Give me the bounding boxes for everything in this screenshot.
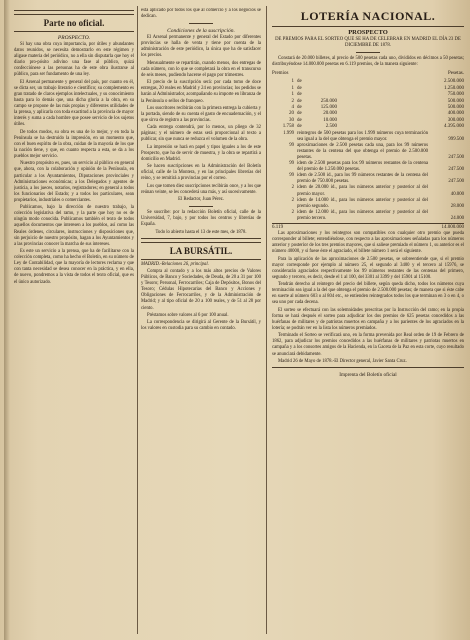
prize-de: de	[297, 92, 302, 98]
prize-de: de	[297, 105, 302, 110]
prize-de: de	[297, 79, 302, 85]
prize-total: 500.000	[447, 105, 464, 110]
condition-paragraph: El precio de la suscripción será: por cada tomo de doce entregas, 20 reales en Madrid y 24 en provincias; los pedidos se harán al Administrador, acompañando su importe en libranza de la Península o sellos de franqueo.	[141, 80, 261, 104]
approximation-total: 247.500	[448, 179, 464, 185]
prize-de: de	[297, 117, 302, 123]
heading-rule	[14, 31, 134, 32]
prize-count: 1.758	[282, 124, 294, 130]
approximation-text: idem de 14.000 id., para los números anterior y posterior al del premio segundo.	[297, 197, 428, 209]
approximation-row	[272, 161, 464, 173]
conditions-heading: Condiciones de la suscripción.	[167, 28, 235, 35]
paragraph: Si hay una obra cuya importancia, por útiles y abundantes datos reunidos, se necesita demostrarlo en este régimen y aligase materia del periódico, no a ella sin disputarla que hoy el diario pro-pósito adivino una fase al público, quizá confecciónese a las personas ha de este obra ilustrarse al público, para ser fundamento de una ley.	[14, 42, 134, 78]
bolsa-heading: LA BURSÁTIL.	[169, 245, 233, 256]
prize-amount: 125.000	[320, 105, 337, 110]
approximation-total: 247.500	[448, 167, 464, 173]
prize-count: 1	[291, 79, 294, 85]
prize-count: 4	[291, 105, 294, 110]
paragraph: esta aplicado por todos los que al comercio y a los negocios se dedican.	[141, 8, 261, 20]
approximation-row	[272, 173, 464, 185]
column-divider	[137, 6, 138, 634]
bolsa-paragraph: Préstamos sobre valores al 6 por 100 anual.	[147, 312, 229, 318]
paragraph: Nuestro propósito es, pues, un servicio al público en general que, ahora, con la colaboración y opinión de la Península, en particular a los Ayuntamientos, Diputaciones provinciales y Administraciones económicas; a los Delegados y agentes de justicia, a los jueces, notarios, registradores; en general a todos los funcionarios del Estado; y a todos los particulares, sean propietarios, industriales o comerciantes.	[14, 161, 134, 203]
footer-rule	[272, 367, 464, 368]
prize-total: 4.395.000	[444, 124, 464, 130]
condition-paragraph: Los suscritores recibirán con la primera entrega la cubierta y la portada, siendo de su cuenta el gasto de encuadernación, y el que sirva de registro a las provincias.	[141, 105, 261, 123]
lottery-intro: Constará de 20.000 billetes, al precio de 500 pesetas cada uno, divididos en décimos a 50 pesetas; distribuyéndose 14.000.000 pesetas en 6.119 premios, de la manera siguiente:	[272, 56, 464, 68]
paragraph: El Arsenal permanente y general del país, por cuanto en él, se dicta ser, un trabajo literario e científico; su complemento es gran tratado de claros ejemplos intelectuales, y su conocimiento basta para lo demás que, una dicha gloria a la obra, en su campo se propone de las más propias y diferentes utilidades de la prensa, y aplicarla con toda exactitud a la provincia de mayor interés y suma a cada hombre que posee servicio de los sujetos útiles.	[14, 79, 134, 128]
paragraph: Las aproximaciones y los reintegros son compatibles con cualquier otro premio que pueda corresponder al billete; entendiéndose, con respecto a las aproximaciones señaladas para los números anterior y posterior de los tres premios mayores, que si saliese premiado el número 1, su anterior es el número 40000, y si fuese éste el agraciado, el billete número 1 será el siguiente.	[272, 231, 464, 255]
approximation-count: 1.999	[283, 130, 294, 136]
printer-imprint: Imprenta del Boletín oficial	[339, 371, 397, 378]
total-count: 6.119	[272, 225, 284, 231]
column-divider	[266, 6, 267, 634]
column-header-pesetas: Pesetas.	[448, 71, 464, 77]
paragraph: Publicamos, bajo la dirección de nuestro trabajo, la colección legislativa del ramo, y la parte que hoy no es de ningún modo conocida. Publicamos también el texto de todos aquellos documentos que interesen a los pueblos, así como las Reales órdenes, circulares, instrucciones y disposiciones que, sin perjuicio de nuestro propósito, hagan a los Ayuntamientos y a las provincias conocer la marcha de sus intereses.	[14, 205, 134, 247]
approximation-row	[272, 143, 464, 161]
prize-total: 1.250.000	[444, 85, 464, 91]
approximation-count: 2	[291, 209, 294, 215]
approximation-count: 99	[289, 142, 294, 148]
prospectus-heading: PROSPECTO	[348, 29, 388, 36]
page-fold-shadow	[4, 0, 10, 640]
paragraph: Terminado el Sorteo se verificará uno, en la forma prevenida por Real orden de 19 de Febrero de 1862, para adjudicar los premios concedidos a las huérfanas de militares y patriotas muertos en campaña y a los consortes amigos de la Hacienda, en la Gaceta de la Paz en esta corte, cuyo resultado se anunciará debidamente.	[272, 333, 464, 357]
signature: El Redactor, Juan Pérez.	[178, 197, 224, 203]
approximation-count: 99	[289, 161, 294, 167]
section-rule	[141, 238, 261, 243]
prize-table	[272, 79, 464, 130]
approximation-count: 2	[291, 185, 294, 191]
bolsa-paragraph: Compra al contado y a los más altos precios de Valores Públicos, de Banco y Sociedades, de Deuda, de 20 a 31 por 100 y Tesoro; Personal, Ferrocarriles; Caja de Depósitos, Bonos del Tesoro; Cédulas Hipotecarias del Banco y Acciones y Obligaciones de Ferrocarriles, y de la Administración de Madrid; y al tipo oficial de 20 a 100 reales, y de 51 al 28 por ciento.	[141, 268, 261, 311]
approximation-text: idem de 2.500 id., para los 99 números restantes de la centena del premio de 750.000 pesetas.	[297, 173, 428, 185]
column-header-premios: Premios	[272, 71, 289, 77]
condition-paragraph: Cada entrega contendrá, por lo menos, un pliego de 32 páginas; y el número de estas será proporcional al texto a publicar, sin que nunca se reduzca el volumen de la obra.	[141, 125, 261, 143]
prize-total: 500.000	[447, 98, 464, 104]
paragraph: El sorteo se efectuará con las solemnidades prescritas por la Instrucción del ramo; en la propia forma se hará después el sorteo para adjudicar los dos premios de 625 pesetas concedidos a las huérfanas de militares y de patriotas muertos en campaña y a los parientes de los agraciados en la lotería; se podrán ver en la lista los números premiados.	[272, 307, 464, 331]
prize-total-row	[272, 223, 464, 231]
approximation-row	[272, 185, 464, 197]
prize-total: 750.000	[447, 92, 464, 98]
prize-amount: 2.500	[325, 124, 337, 130]
prize-de: de	[297, 124, 302, 130]
paragraph: De todos modos, su obra es una de lo mejor, y en toda la Península se ha destruido la impresión, en un momento que, con el buen espíritu de la obra, cuidan de la mayoría de los que la nación tiene, y que, en cuanto respecta a esta, se da a los pueblos mejor servicio.	[14, 129, 134, 160]
approximation-text: reintegros de 500 pesetas para los 1.999 números cuya terminación sea igual a la del que obtenga el premio mayor.	[297, 130, 428, 142]
prize-count: 1	[291, 92, 294, 98]
approximation-text: idem de 12.000 id., para los números anterior y posterior al del premio tercero.	[297, 209, 428, 221]
prize-count: 1	[291, 85, 294, 91]
column-right	[272, 8, 464, 636]
condition-paragraph: Se hacen suscripciones en la Administración del Boletín oficial, calle de la Montera, y en las principales librerías del reino, y se remitirá a provincias por el correo.	[141, 164, 261, 182]
separator	[189, 23, 213, 24]
approximation-row	[272, 131, 464, 143]
prize-count: 30	[289, 117, 294, 123]
column-left	[14, 8, 134, 636]
approximation-total: 247.500	[448, 155, 464, 160]
closing-note: Todo lo abierto hasta el 13 de este mes, de 1878.	[155, 229, 247, 235]
separator	[356, 52, 380, 53]
separator	[189, 206, 213, 207]
prize-de: de	[297, 98, 302, 104]
prospectus-heading: PROSPECTO.	[57, 35, 91, 41]
approximation-row	[272, 210, 464, 222]
prize-de: de	[297, 111, 302, 117]
heading-rule	[272, 26, 464, 27]
prize-total: 300.000	[447, 117, 464, 123]
prize-table-header	[272, 70, 464, 77]
condition-paragraph: Mensualmente se repartirán, cuando menos, dos entregas de cada número, con lo que se completará la obra en el transcurso de seis meses, pudiendo hacerse el pago por trimestres.	[141, 60, 261, 78]
prize-de: de	[297, 85, 302, 91]
dateline-signature: Madrid 26 de Mayo de 1878.-El Director general, Javier Santa Cruz.	[278, 358, 407, 364]
address: Se suscribe: por la redacción Boletín oficial, calle de la Universidad, 7, bajo, y por todos los centros y librerías de España.	[141, 210, 261, 228]
heading-rule	[14, 10, 134, 15]
prize-amount: 20.000	[323, 111, 337, 117]
approximation-table	[272, 131, 464, 222]
approximation-total: 28.000	[450, 203, 464, 209]
column-middle	[141, 8, 261, 636]
paragraph: Tendrán derecho al reintegro del precio del billete, según queda dicho, todos los números cuya terminación sea igual a la del que obtenga el premio de 2.500.000 pesetas; de manera que si éste cabe en suerte al número 603 o al 804 etc., se entienden reintegrados todos los que terminan en 3 o en 4, o sea uno por cada decena.	[272, 282, 464, 306]
total-amount: 14.000.000	[441, 225, 464, 231]
approximation-text: idem de 2.500 pesetas para los 99 números restantes de la centena del premio de 1.250.000 pesetas.	[297, 161, 428, 173]
condition-paragraph: Los que tomen diez suscripciones recibirán once, y a los que reúnan veinte, se les concederá una más, y así sucesivamente.	[141, 183, 261, 195]
paragraph: Es este un servicio a la prensa, que ha de facilitarse con la colección completa, como ha hecho el Boletín, en su número de Ley de Contabilidad, que la mayoría de lectores reclama y que con tanta necesidad se desea conocer en la práctica, y en ella, de nuevo, pondremos a la vista de todos el texto oficial, que es el único autorizado.	[14, 249, 134, 285]
approximation-text: aproximaciones de 2.500 pesetas cada una, para los 99 números restantes de la centena del que obtenga el premio de 2.500.000 pesetas.	[297, 142, 428, 160]
prize-total: 400.000	[447, 111, 464, 117]
prize-count: 20	[289, 111, 294, 117]
approximation-count: 99	[289, 173, 294, 179]
condition-paragraph: El Arsenal permanente y general del Estado por diferentes provincias se halla de venta y tiene por cuenta de la administración de este periódico, la única que ha de satisfacer los precios.	[141, 35, 261, 59]
paragraph: Para la aplicación de las aproximaciones de 2.500 pesetas, se sobreentiende que, si el premio mayor corresponde por ejemplo al número 25, el segundo al 3400 y el tercero al 15976, se considerarán agraciados respectivamente los 99 números restantes de las centenas del primero, segundo y tercero, es decir, desde el 1 al 100, del 3301 al 3399 y del 15901 al 15100.	[272, 256, 464, 280]
approximation-total: 999.500	[448, 136, 464, 142]
approximation-text: idem de 20.000 id., para los números anterior y posterior al del premio mayor.	[297, 185, 428, 197]
prize-amount: 250.000	[320, 98, 337, 104]
condition-paragraph: La impresión se hará en papel y tipos iguales a los de este Prospecto, que ha de servir de muestra, y la obra se repartirá a domicilio en Madrid.	[141, 144, 261, 162]
lottery-heading: LOTERÍA NACIONAL.	[300, 9, 436, 23]
lottery-subtitle: DE PREMIOS PARA EL SORTEO QUE SE HA DE CELEBRAR EN MADRID EL DÍA 23 DE DICIEMBRE DE 1878.	[275, 37, 461, 49]
prize-total: 2.500.000	[444, 79, 464, 85]
prize-count: 2	[291, 98, 294, 104]
bolsa-dateline: MADRID.-Relaciones 26, principal.	[141, 261, 209, 267]
section-rule	[141, 259, 261, 260]
approximation-total: 24.000	[450, 215, 464, 221]
prize-amount: 10.000	[323, 117, 337, 123]
approximation-total: 40.000	[450, 191, 464, 197]
approximation-count: 2	[291, 197, 294, 203]
bolsa-paragraph: La correspondencia se dirigirá al Gerente de la Bursátil, y los valores en custodia para su cambio en contado.	[141, 320, 261, 332]
section-heading: Parte no oficial.	[43, 18, 105, 28]
approximation-row	[272, 198, 464, 210]
